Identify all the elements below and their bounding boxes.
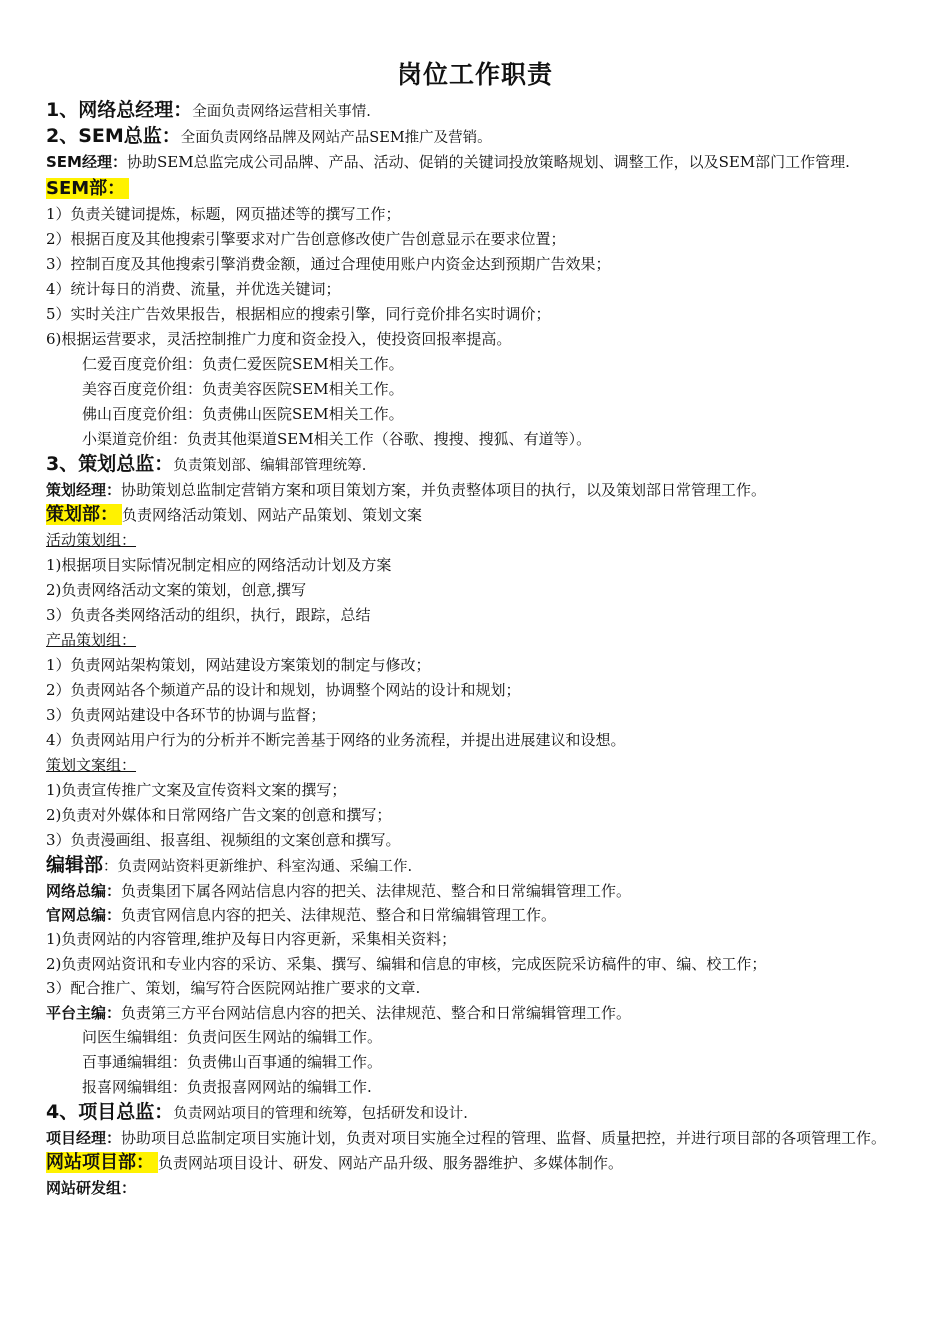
role-heading: SEM经理： [46,153,127,171]
section-text: 全面负责网络运营相关事情. [192,104,371,120]
platform-group: 百事通编辑组：负责佛山百事通的编辑工作。 [82,1053,383,1071]
page-title: 岗位工作职责 [396,60,553,89]
web-project-dept [46,1150,904,1176]
role-heading: 项目经理： [46,1129,122,1147]
copy-item: 1)负责宣传推广文案及宣传资料文案的撰写； [46,781,347,799]
section-heading: 编辑部 [46,854,104,876]
activity-item: 2)负责网络活动文案的策划，创意,撰写 [46,581,307,599]
platform-group: 报喜网编辑组：负责报喜网网站的编辑工作. [82,1078,372,1096]
section-heading: 4、项目总监： [46,1101,174,1123]
role-text: 协助策划总监制定营销方案和项目策划方案，并负责整体项目的执行，以及策划部日常管理工作。 [121,481,767,499]
sem-group: 美容百度竞价组：负责美容医院SEM相关工作。 [82,380,404,398]
site-editor-item: 2)负责网站资讯和专业内容的采访、采集、撰写、编辑和信息的审核，完成医院采访稿件的审、编、校工作； [46,955,767,973]
section-heading: 2、SEM总监： [46,125,181,147]
sem-dept-item: 2）根据百度及其他搜索引擎要求对广告创意修改使广告创意显示在要求位置； [46,230,566,248]
copy-item: 3）负责漫画组、报喜组、视频组的文案创意和撰写。 [46,831,401,849]
role-text: 负责集团下属各网站信息内容的把关、法律规范、整合和日常编辑管理工作。 [121,882,632,900]
role-text: 负责官网信息内容的把关、法律规范、整合和日常编辑管理工作。 [121,906,557,924]
sem-dept-item: 6)根据运营要求，灵活控制推广力度和资金投入，使投资回报率提高。 [46,330,512,348]
section-planning-director [46,452,904,478]
activity-group-heading: 活动策划组： [46,531,137,549]
sem-dept-item: 3）控制百度及其他搜索引擎消费金额，通过合理使用账户内资金达到预期广告效果； [46,255,611,273]
product-item: 1）负责网站架构策划，网站建设方案策划的制定与修改； [46,656,431,674]
role-heading: 官网总编： [46,906,122,924]
project-manager [46,1126,904,1150]
role-text: 协助SEM总监完成公司品牌、产品、活动、促销的关键词投放策略规划、调整工作，以及SEM部门工作管理. [126,153,850,171]
site-editor-item: 3）配合推广、策划，编写符合医院网站推广要求的文章. [46,979,421,997]
platform-editor [46,1001,904,1025]
copy-item: 2)负责对外媒体和日常网络广告文案的创意和撰写； [46,806,392,824]
activity-item: 1)根据项目实际情况制定相应的网络活动计划及方案 [46,556,392,574]
sem-dept-item: 5）实时关注广告效果报告，根据相应的搜索引擎，同行竞价排名实时调价； [46,305,551,323]
planning-dept-heading: 策划部： [46,504,122,525]
sem-dept-heading-row [46,176,904,202]
section-text: 全面负责网络品牌及网站产品SEM推广及营销。 [180,130,492,146]
platform-group: 问医生编辑组：负责问医生网站的编辑工作。 [82,1028,383,1046]
section-text: 负责网站项目的管理和统筹，包括研发和设计. [173,1106,468,1122]
sem-group: 仁爱百度竞价组：负责仁爱医院SEM相关工作。 [82,355,404,373]
activity-item: 3）负责各类网络活动的组织，执行，跟踪，总结 [46,606,371,624]
role-heading: 平台主编： [46,1004,122,1022]
section-heading: 3、策划总监： [46,453,174,475]
sem-manager [46,150,904,174]
role-text: 负责第三方平台网站信息内容的把关、法律规范、整合和日常编辑管理工作。 [121,1004,632,1022]
copy-group-heading: 策划文案组： [46,756,137,774]
web-dev-group [46,1176,904,1200]
editing-dept [46,853,904,879]
product-item: 2）负责网站各个频道产品的设计和规划，协调整个网站的设计和规划； [46,681,521,699]
web-project-dept-heading: 网站项目部： [46,1152,158,1173]
section-sem-director [46,124,904,150]
site-chief-editor [46,903,904,927]
web-project-dept-text: 负责网站项目设计、研发、网站产品升级、服务器维护、多媒体制作。 [158,1154,624,1172]
role-heading: 网络总编： [46,882,122,900]
sem-group: 小渠道竞价组：负责其他渠道SEM相关工作（谷歌、搜搜、搜狐、有道等）。 [82,430,592,448]
planning-dept [46,502,904,528]
section-heading: 1、网络总经理： [46,99,193,121]
planning-dept-text: 负责网络活动策划、网站产品策划、策划文案 [122,506,423,524]
product-group-heading: 产品策划组： [46,631,137,649]
sem-group: 佛山百度竞价组：负责佛山医院SEM相关工作。 [82,405,404,423]
role-heading: 网站研发组： [46,1179,137,1197]
sem-dept-item: 1）负责关键词提炼，标题，网页描述等的撰写工作； [46,205,401,223]
planning-manager [46,478,904,502]
sem-dept-item: 4）统计每日的消费、流量，并优选关键词； [46,280,341,298]
sem-dept-heading: SEM部： [46,178,129,199]
section-project-director [46,1100,904,1126]
section-text: ：负责网站资料更新维护、科室沟通、采编工作. [103,859,413,875]
section-text: 负责策划部、编辑部管理统筹. [173,458,367,474]
product-item: 3）负责网站建设中各环节的协调与监督； [46,706,326,724]
role-heading: 策划经理： [46,481,122,499]
role-text: 协助项目总监制定项目实施计划，负责对项目实施全过程的管理、监督、质量把控，并进行项目部的各项管理工作。 [121,1129,887,1147]
network-chief-editor [46,879,904,903]
section-network-gm [46,98,904,124]
product-item: 4）负责网站用户行为的分析并不断完善基于网络的业务流程，并提出进展建议和设想。 [46,731,626,749]
site-editor-item: 1)负责网站的内容管理,维护及每日内容更新，采集相关资料； [46,930,457,948]
